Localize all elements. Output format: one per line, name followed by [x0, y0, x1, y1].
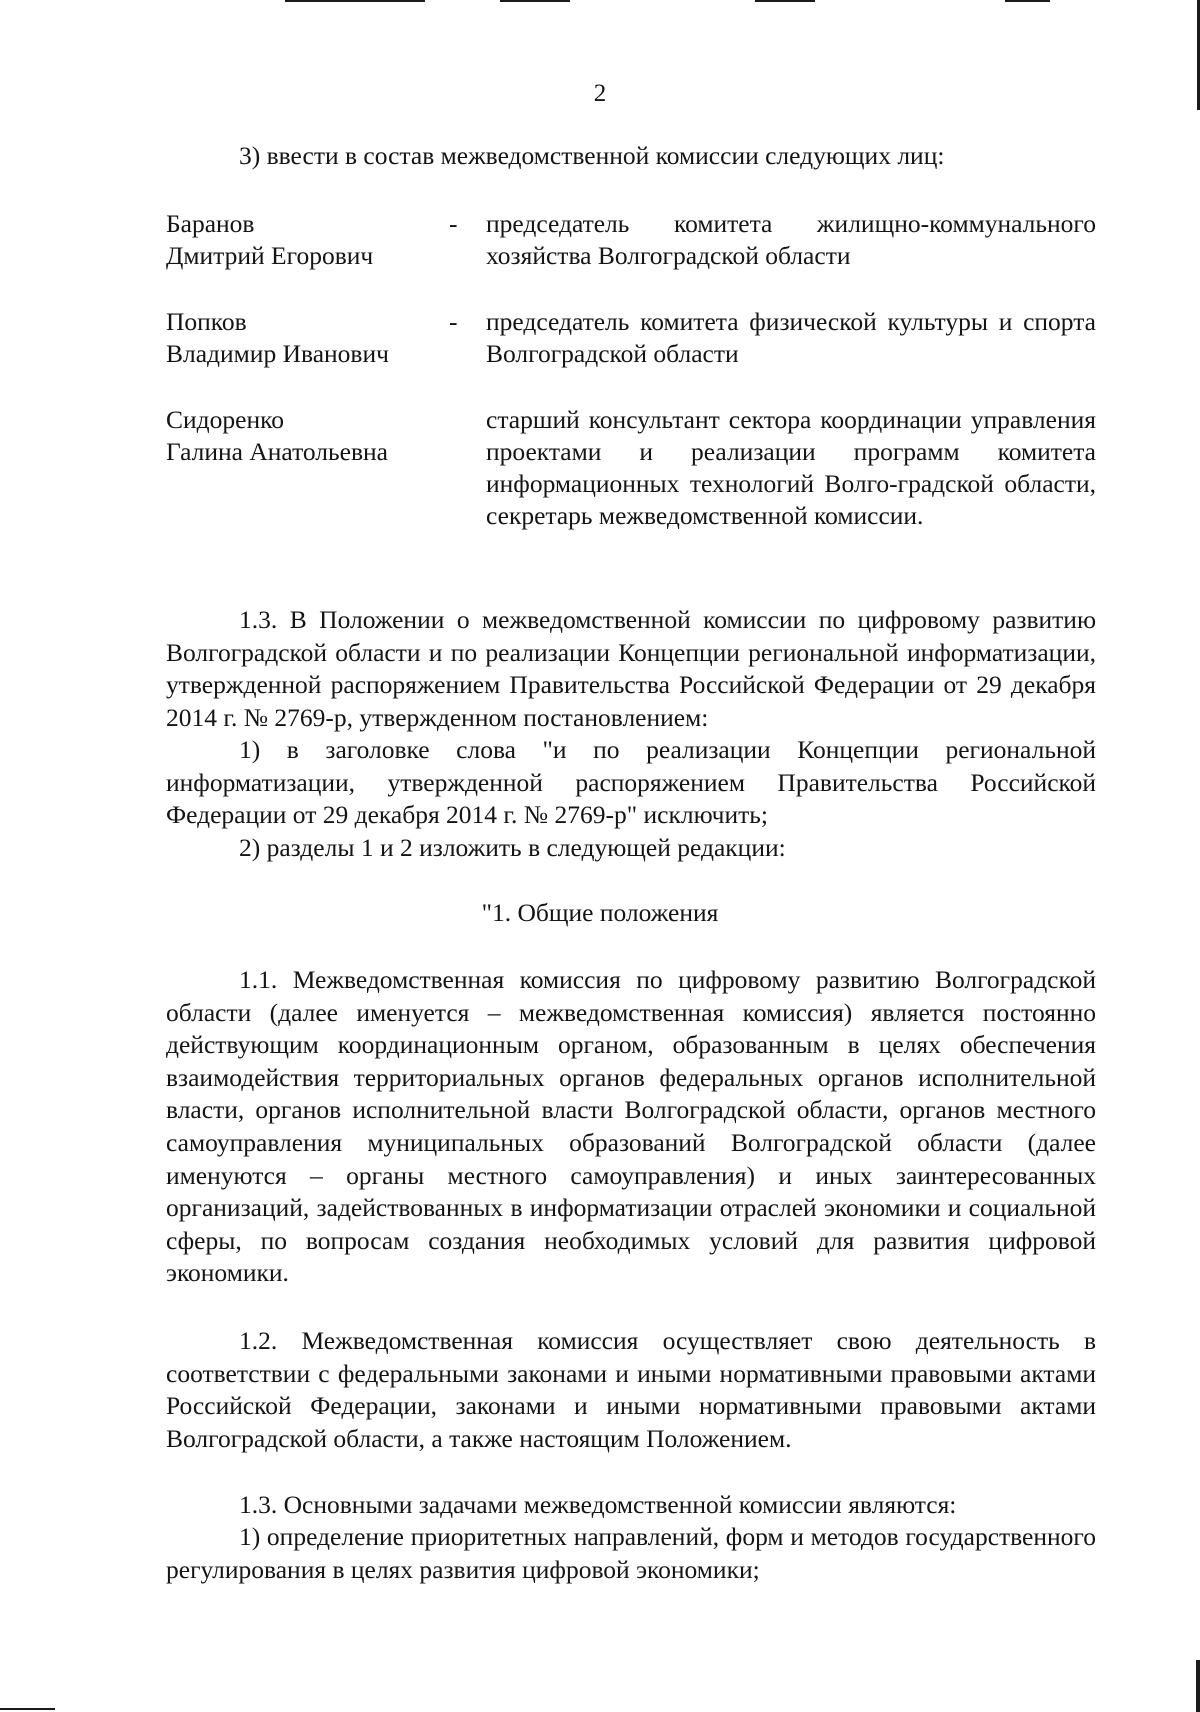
member-role: старший консультант сектора координации управления проектами и реализации программ комитета информационных технологий Волго-градской области, секретарь межведомственной комиссии. [486, 405, 1096, 530]
member-surname: Сидоренко [166, 405, 284, 434]
section-heading: "1. Общие положения [481, 898, 719, 927]
member-name [166, 306, 426, 370]
member-name [166, 208, 426, 272]
member-given-names: Галина Анатольевна [166, 437, 388, 466]
section-1-3-paragraph: 1.3. В Положении о межведомственной комиссии по цифровому развитию Волгоградской области и по реализации Концепции региональной информатизации, утвержденной распоряжением Правительства Российской Федерации от 29 декабря 2014 г. № 2769-р, утвержденном постановлением: [166, 605, 1096, 732]
scan-edge-right-bottom [1196, 1660, 1200, 1712]
scan-edge-top-2 [500, 0, 570, 2]
member-role: председатель комитета физической культуры и спорта Волгоградской области [486, 307, 1096, 368]
member-dash: - [449, 209, 458, 238]
clause-1-1: 1.1. Межведомственная комиссия по цифровому развитию Волгоградской области (далее именуется – межведомственная комиссия) является постоянно действующим координационным органом, образованным в целях обеспечения взаимодействия территориальных органов федеральных органов исполнительной власти, органов исполнительной власти Волгоградской области, органов местного самоуправления муниципальных образований Волгоградской области (далее именуются – органы местного самоуправления) и иных заинтересованных организаций, задействованных в информатизации отраслей экономики и социальной сферы, по вопросам создания необходимых условий для развития цифровой экономики. [166, 965, 1096, 1288]
scan-edge-top-4 [1005, 0, 1050, 2]
clause-1-3: 1.3. Основными задачами межведомственной комиссии являются: [239, 1490, 957, 1519]
scan-edge-top-1 [285, 0, 425, 2]
scan-edge-bottom-left [0, 1708, 55, 1710]
section-1-3-item-2: 2) разделы 1 и 2 изложить в следующей редакции: [239, 833, 786, 862]
member-role: председатель комитета жилищно-коммунального хозяйства Волгоградской области [486, 209, 1096, 270]
clause-1-2: 1.2. Межведомственная комиссия осуществляет свою деятельность в соответствии с федеральными законами и иными нормативными правовыми актами Российской Федерации, законами и иными нормативными правовыми актами Волгоградской области, а также настоящим Положением. [166, 1326, 1096, 1453]
member-surname: Попков [166, 307, 247, 336]
clause-1-3-item-1: 1) определение приоритетных направлений, форм и методов государственного регулирования в целях развития цифровой экономики; [166, 1522, 1096, 1584]
member-name [166, 404, 426, 468]
section-1-3-item-1: 1) в заголовке слова "и по реализации Концепции региональной информатизации, утвержденной распоряжением Правительства Российской Федерации от 29 декабря 2014 г. № 2769-р" исключить; [166, 735, 1096, 830]
member-surname: Баранов [166, 209, 255, 238]
member-given-names: Владимир Иванович [166, 339, 389, 368]
intro-paragraph: 3) ввести в состав межведомственной комиссии следующих лиц: [239, 141, 945, 170]
scan-edge-top-3 [755, 0, 815, 2]
page-number: 2 [593, 80, 607, 107]
member-given-names: Дмитрий Егорович [166, 241, 374, 270]
member-dash: - [449, 307, 458, 336]
